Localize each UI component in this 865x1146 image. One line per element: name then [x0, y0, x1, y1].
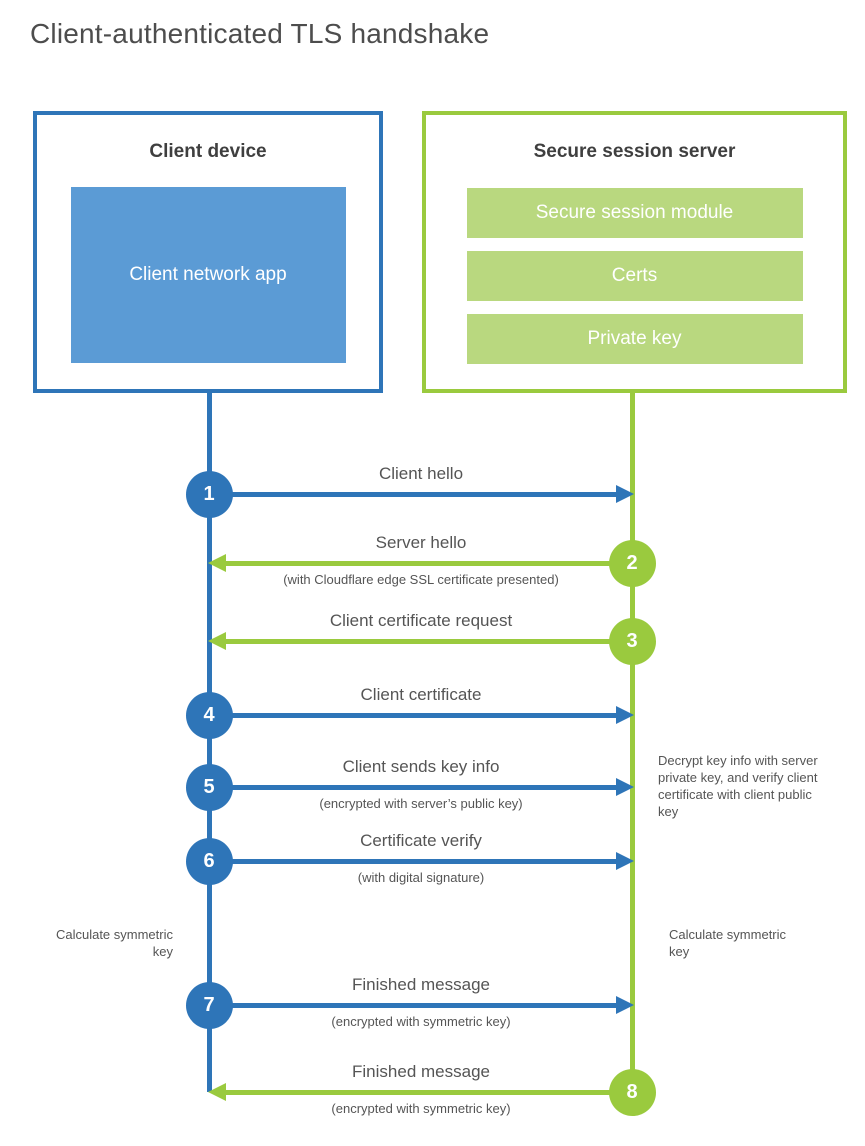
- client-device-title: Client device: [149, 141, 267, 162]
- arrow-head-left-icon: [208, 554, 226, 572]
- arrow-head-left-icon: [208, 632, 226, 650]
- arrow-line: [230, 492, 618, 497]
- step-circle-7: 7: [186, 982, 233, 1029]
- message-label: Client certificate: [360, 685, 482, 704]
- message-label: Client sends key info: [342, 757, 500, 776]
- note-decrypt-key-info: Decrypt key info with server private key, and verify client certificate with client public key: [658, 753, 818, 819]
- step-circle-1: 1: [186, 471, 233, 518]
- client-network-app-box: [71, 187, 346, 363]
- step-circle-2: 2: [609, 540, 656, 587]
- arrow-head-right-icon: [616, 778, 634, 796]
- message-label: Certificate verify: [360, 831, 482, 850]
- step-circle-3: 3: [609, 618, 656, 665]
- arrow-line: [224, 639, 612, 644]
- server-module-bar-secure-session: Secure session module: [467, 188, 803, 238]
- message-subtitle: (encrypted with symmetric key): [331, 1014, 511, 1029]
- server-box: [422, 111, 847, 393]
- step-circle-6: 6: [186, 838, 233, 885]
- arrow-line: [230, 859, 618, 864]
- arrow-line: [230, 713, 618, 718]
- message-label: Finished message: [352, 975, 490, 994]
- arrow-head-right-icon: [616, 706, 634, 724]
- arrow-head-left-icon: [208, 1083, 226, 1101]
- message-label: Client hello: [378, 464, 464, 483]
- message-label: Server hello: [375, 533, 467, 552]
- server-module-list: [426, 188, 843, 364]
- note-calculate-symmetric-key-server: Calculate symmetric key: [669, 927, 787, 959]
- client-network-app-label: Client network app: [129, 264, 287, 285]
- arrow-line: [230, 785, 618, 790]
- step-circle-8: 8: [609, 1069, 656, 1116]
- server-title: Secure session server: [533, 141, 736, 162]
- message-subtitle: (encrypted with server’s public key): [319, 796, 523, 811]
- arrow-head-right-icon: [616, 996, 634, 1014]
- client-device-box: [33, 111, 383, 393]
- message-label: Finished message: [352, 1062, 490, 1081]
- step-circle-4: 4: [186, 692, 233, 739]
- message-subtitle: (encrypted with symmetric key): [331, 1101, 511, 1116]
- arrow-line: [224, 561, 612, 566]
- server-module-bar-private-key: Private key: [467, 314, 803, 364]
- arrow-line: [230, 1003, 618, 1008]
- arrow-line: [224, 1090, 612, 1095]
- note-calculate-symmetric-key-client: Calculate symmetric key: [55, 927, 173, 959]
- message-subtitle: (with Cloudflare edge SSL certificate presented): [283, 572, 559, 587]
- diagram-title: Client-authenticated TLS handshake: [30, 18, 490, 49]
- arrow-head-right-icon: [616, 485, 634, 503]
- arrow-head-right-icon: [616, 852, 634, 870]
- server-module-bar-certs: Certs: [467, 251, 803, 301]
- message-subtitle: (with digital signature): [357, 870, 485, 885]
- message-label: Client certificate request: [329, 611, 513, 630]
- step-circle-5: 5: [186, 764, 233, 811]
